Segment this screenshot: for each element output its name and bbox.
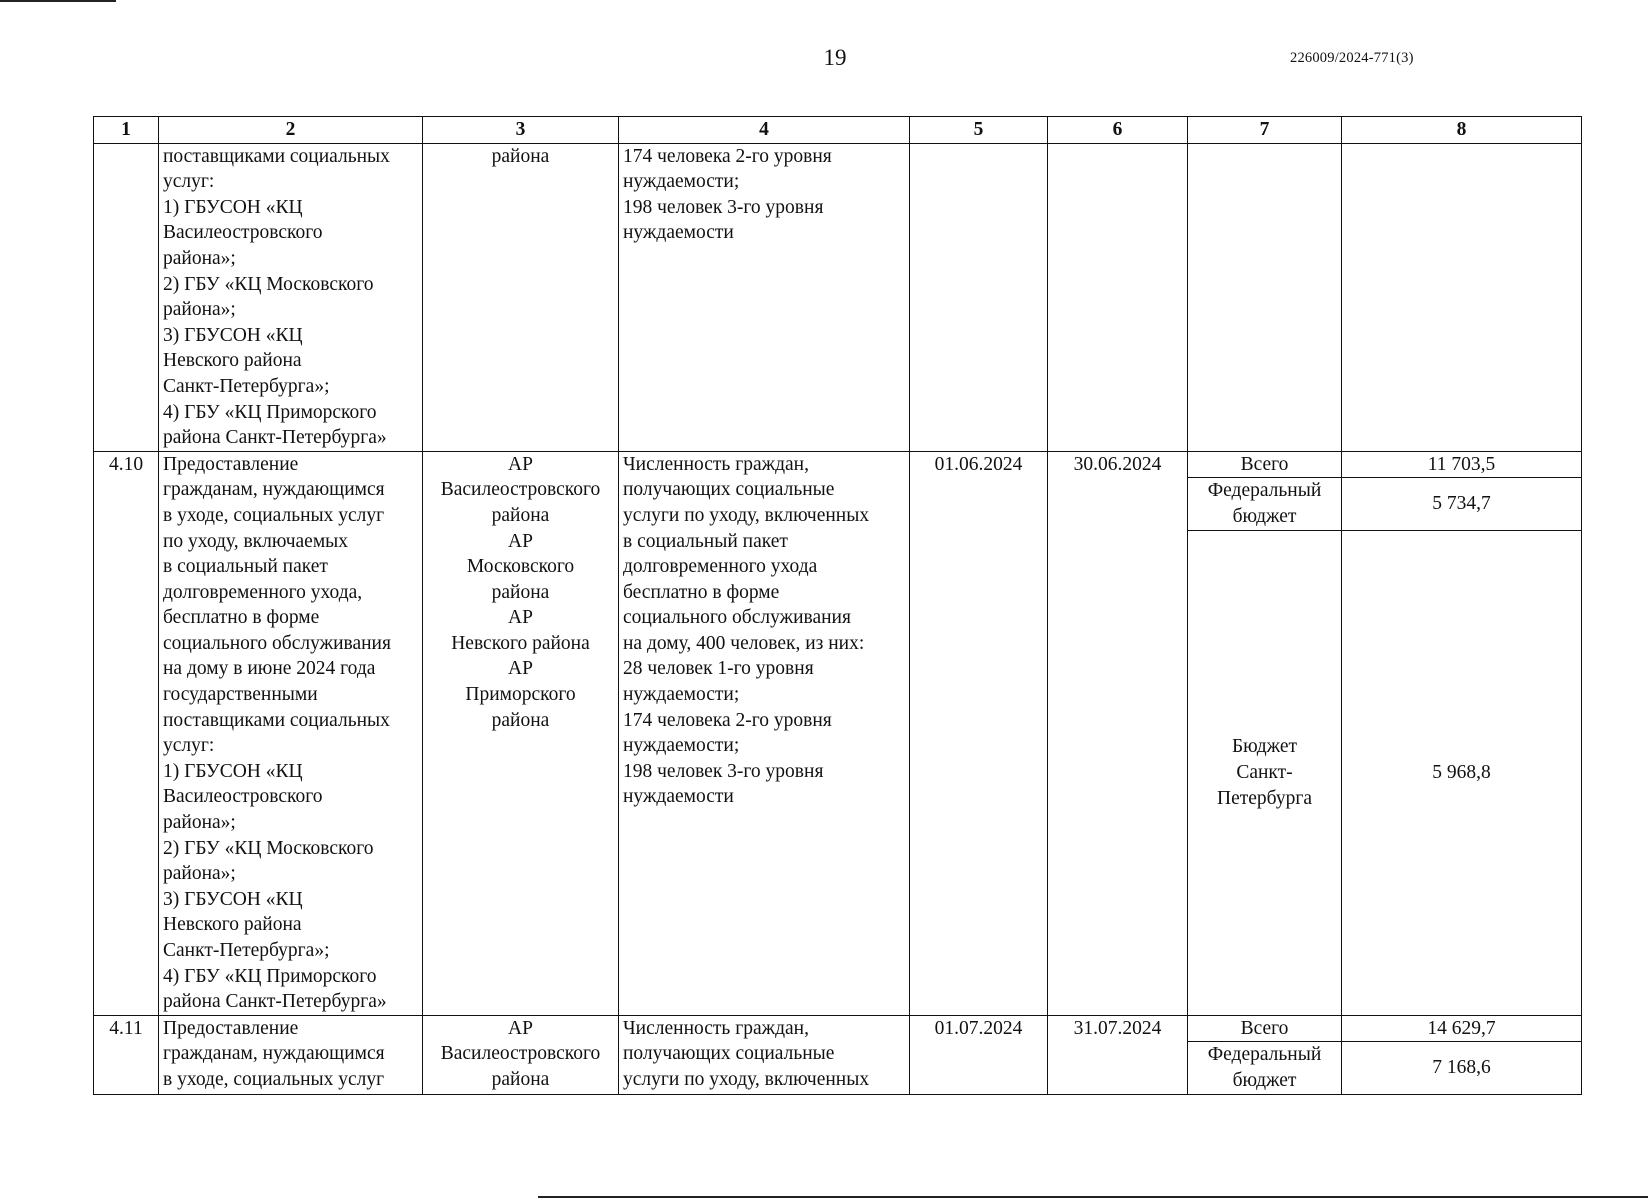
cell-num (94, 143, 159, 451)
table-row-continuation (94, 143, 1582, 451)
cell-indicator: Численность граждан, получающих социальные услуги по уходу, включенных в социальный пакет долговременного ухода бесплатно в форме социального обслуживания на дому, 400 человек, из них: 28 человек 1-го уровня нуждаемости; 174 человека 2-го уровня нуждаемости; 198 человек 3-го уровня нуждаемости (619, 451, 910, 1015)
cell-start-date: 01.07.2024 (910, 1015, 1048, 1094)
cell-start-date (910, 143, 1048, 451)
cell-num: 4.11 (94, 1015, 159, 1094)
table-row-4-11 (94, 1015, 1582, 1042)
cell-funding-source: Всего (1188, 451, 1342, 478)
cell-amount: 5 968,8 (1342, 530, 1582, 1015)
cell-indicator: Численность граждан, получающих социальные услуги по уходу, включенных (619, 1015, 910, 1094)
table-row-4-10 (94, 451, 1582, 478)
cell-amount: 5 734,7 (1342, 478, 1582, 530)
cell-num: 4.10 (94, 451, 159, 1015)
scan-edge-line-bottom (538, 1196, 1648, 1198)
cell-amount: 14 629,7 (1342, 1015, 1582, 1042)
cell-end-date: 30.06.2024 (1048, 451, 1188, 1015)
cell-amount: 7 168,6 (1342, 1042, 1582, 1094)
cell-end-date (1048, 143, 1188, 451)
column-header-3: 3 (423, 117, 619, 144)
column-header-1: 1 (94, 117, 159, 144)
cell-indicator: 174 человека 2-го уровня нуждаемости; 198 человек 3-го уровня нуждаемости (619, 143, 910, 451)
cell-start-date: 01.06.2024 (910, 451, 1048, 1015)
plan-table (93, 116, 1582, 1095)
column-number-row (94, 117, 1582, 144)
cell-funding-source: Федеральный бюджет (1188, 478, 1342, 530)
document-code: 226009/2024-771(3) (1290, 50, 1414, 66)
scan-edge-line-top (0, 0, 116, 2)
column-header-4: 4 (619, 117, 910, 144)
cell-description: Предоставление гражданам, нуждающимся в уходе, социальных услуг по уходу, включаемых в социальный пакет долговременного ухода, бесплатно в форме социального обслуживания на дому в июне 2024 года государственными поставщиками социальных услуг: 1) ГБУСОН «КЦ Василеостровского района»; 2) ГБУ «КЦ Московского района»; 3) ГБУСОН «КЦ Невского района Санкт-Петербурга»; 4) ГБУ «КЦ Приморского района Санкт-Петербурга» (159, 451, 423, 1015)
cell-executors: района (423, 143, 619, 451)
cell-funding-source: Всего (1188, 1015, 1342, 1042)
column-header-8: 8 (1342, 117, 1582, 144)
cell-description: поставщиками социальных услуг: 1) ГБУСОН «КЦ Василеостровского района»; 2) ГБУ «КЦ Московского района»; 3) ГБУСОН «КЦ Невского района Санкт-Петербурга»; 4) ГБУ «КЦ Приморского района Санкт-Петербурга» (159, 143, 423, 451)
cell-end-date: 31.07.2024 (1048, 1015, 1188, 1094)
cell-funding-source: Федеральный бюджет (1188, 1042, 1342, 1094)
column-header-7: 7 (1188, 117, 1342, 144)
cell-funding-source: Бюджет Санкт- Петербурга (1188, 530, 1342, 1015)
column-header-2: 2 (159, 117, 423, 144)
cell-executors: АР Василеостровского района (423, 1015, 619, 1094)
cell-amount (1342, 143, 1582, 451)
cell-executors: АР Василеостровского района АР Московского района АР Невского района АР Приморского района (423, 451, 619, 1015)
column-header-5: 5 (910, 117, 1048, 144)
cell-amount: 11 703,5 (1342, 451, 1582, 478)
cell-description: Предоставление гражданам, нуждающимся в уходе, социальных услуг (159, 1015, 423, 1094)
cell-funding-source (1188, 143, 1342, 451)
column-header-6: 6 (1048, 117, 1188, 144)
page-number: 19 (823, 45, 847, 70)
